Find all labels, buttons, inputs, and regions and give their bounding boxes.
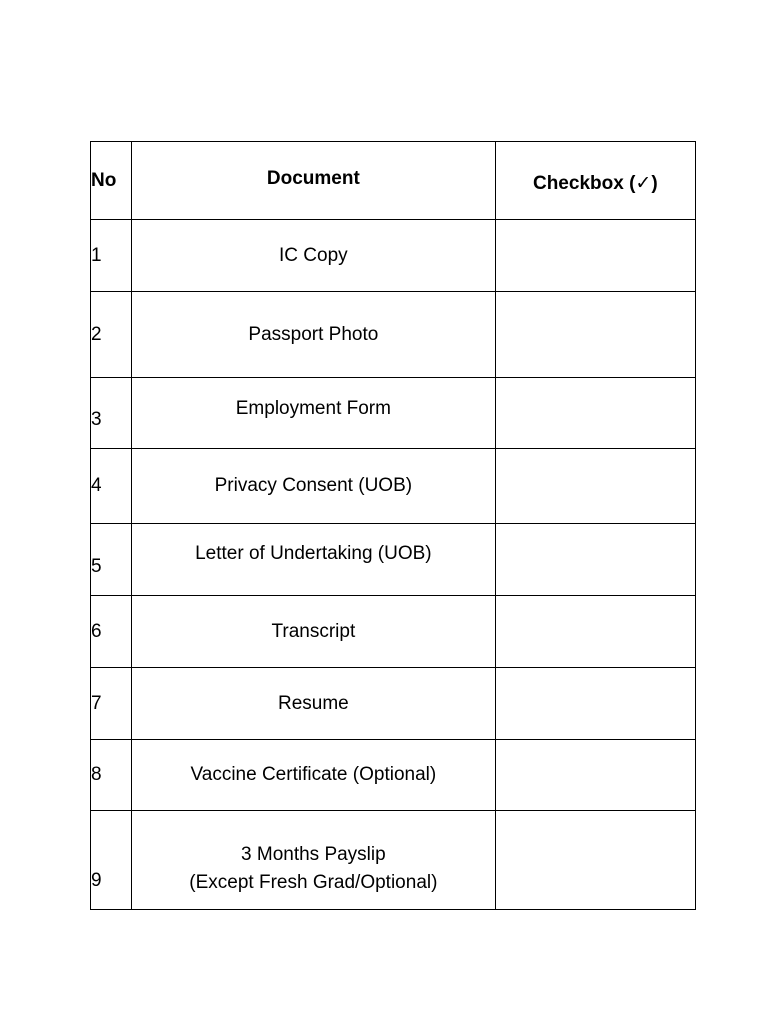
header-checkbox bbox=[495, 142, 695, 220]
row-number: 7 bbox=[91, 668, 132, 740]
checkbox-cell[interactable] bbox=[495, 596, 695, 668]
table-row bbox=[91, 740, 696, 811]
header-checkbox-label: Checkbox (✓) bbox=[532, 173, 658, 194]
document-name-cell bbox=[132, 524, 496, 596]
table-row bbox=[91, 292, 696, 378]
document-name-line-1: 3 Months Payslip bbox=[241, 844, 386, 865]
header-document bbox=[132, 142, 496, 220]
table-row bbox=[91, 524, 696, 596]
document-name: Letter of Undertaking (UOB) bbox=[195, 543, 432, 564]
document-checklist-table bbox=[90, 141, 696, 910]
document-name-line-2: (Except Fresh Grad/Optional) bbox=[189, 872, 438, 893]
row-number: 9 bbox=[91, 811, 132, 910]
document-name: Resume bbox=[132, 668, 496, 740]
table-row bbox=[91, 220, 696, 292]
table-header-row bbox=[91, 142, 696, 220]
row-number: 4 bbox=[91, 449, 132, 524]
checkbox-cell[interactable] bbox=[495, 220, 695, 292]
table-row bbox=[91, 596, 696, 668]
row-number: 8 bbox=[91, 740, 132, 811]
table-row bbox=[91, 449, 696, 524]
checkbox-cell[interactable] bbox=[495, 449, 695, 524]
checkbox-cell[interactable] bbox=[495, 811, 695, 910]
checkbox-cell[interactable] bbox=[495, 668, 695, 740]
document-name: Employment Form bbox=[235, 398, 391, 419]
document-name: Privacy Consent (UOB) bbox=[132, 449, 496, 524]
document-name: Vaccine Certificate (Optional) bbox=[132, 740, 496, 811]
document-name bbox=[132, 811, 495, 897]
document-name-cell bbox=[132, 378, 496, 449]
checkbox-cell[interactable] bbox=[495, 378, 695, 449]
table-row bbox=[91, 811, 696, 910]
checkbox-cell[interactable] bbox=[495, 524, 695, 596]
header-document-label: Document bbox=[266, 167, 360, 189]
document-name: Passport Photo bbox=[132, 292, 496, 378]
row-number: 5 bbox=[91, 524, 132, 596]
checkbox-cell[interactable] bbox=[495, 740, 695, 811]
checkbox-cell[interactable] bbox=[495, 292, 695, 378]
header-no: No bbox=[91, 142, 132, 220]
row-number: 2 bbox=[91, 292, 132, 378]
row-number: 3 bbox=[91, 378, 132, 449]
table-row bbox=[91, 668, 696, 740]
document-name: IC Copy bbox=[132, 220, 496, 292]
document-name-cell bbox=[132, 811, 496, 910]
row-number: 6 bbox=[91, 596, 132, 668]
row-number: 1 bbox=[91, 220, 132, 292]
document-name: Transcript bbox=[132, 596, 496, 668]
table-row bbox=[91, 378, 696, 449]
